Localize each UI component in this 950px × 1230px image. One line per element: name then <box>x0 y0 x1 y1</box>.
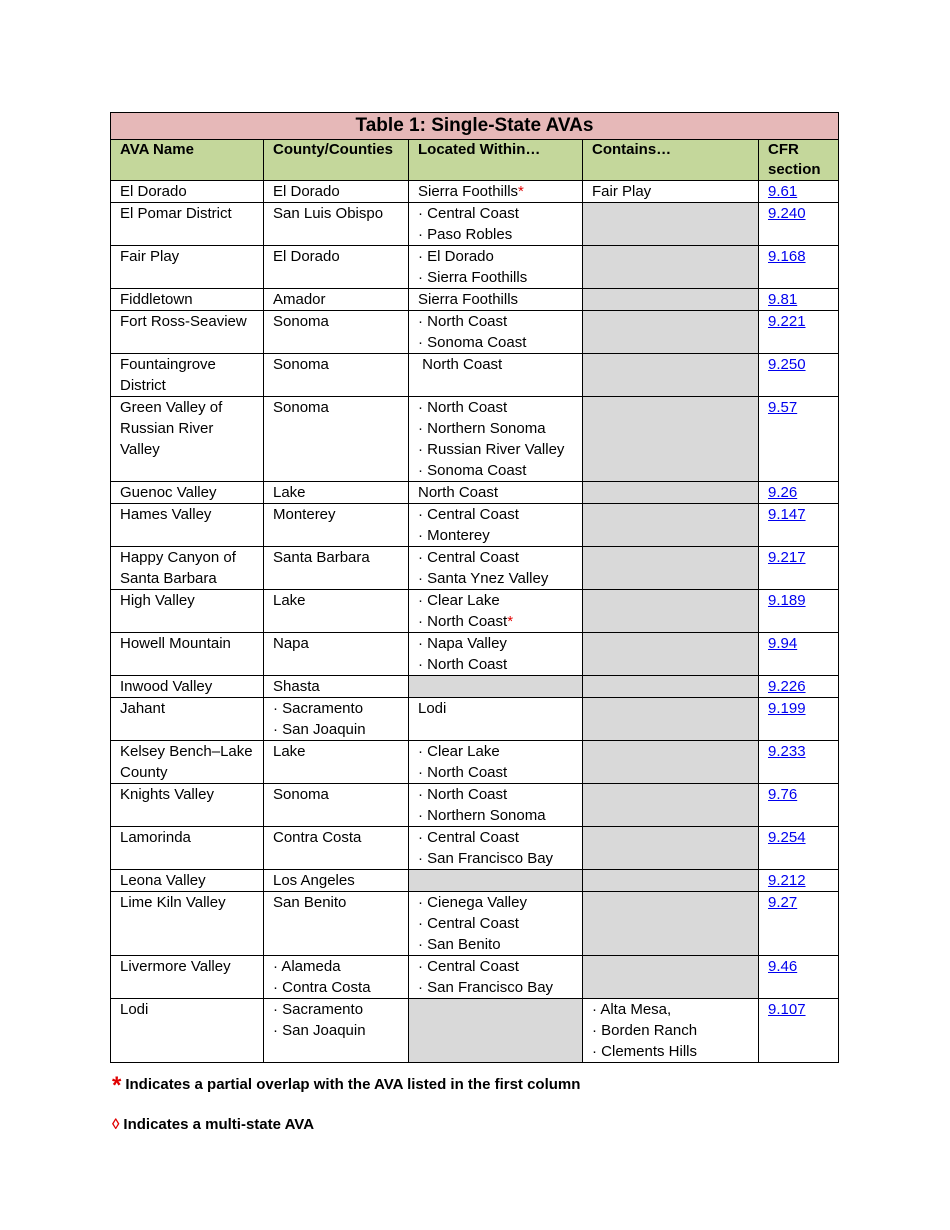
located-within-line <box>418 181 574 202</box>
located-within-text: · Napa Valley <box>418 635 507 652</box>
county-cell-line: Shasta <box>273 678 320 695</box>
county-cell-line: Napa <box>273 635 309 652</box>
county-cell <box>264 676 409 698</box>
ava-table <box>110 112 839 1063</box>
table-row <box>111 590 839 633</box>
county-cell-line: San Luis Obispo <box>273 205 384 222</box>
located-within-text: Sierra Foothills <box>418 183 519 200</box>
table-title-row <box>111 113 839 140</box>
located-within-line <box>418 267 574 288</box>
ava-name-cell-line: Russian River <box>120 420 214 437</box>
cfr-section-link[interactable]: 9.189 <box>768 592 806 609</box>
table-title: Table 1: Single-State AVAs <box>111 113 839 140</box>
cfr-section-cell <box>759 504 839 547</box>
cfr-section-cell <box>759 870 839 892</box>
cfr-section-cell <box>759 547 839 590</box>
cfr-section-cell <box>759 741 839 784</box>
located-within-text: · San Francisco Bay <box>418 850 554 867</box>
ava-name-cell-line: El Pomar District <box>120 205 232 222</box>
located-within-line <box>418 332 574 353</box>
contains-cell <box>583 827 759 870</box>
county-cell <box>264 397 409 482</box>
county-cell-line: Contra Costa <box>273 829 362 846</box>
located-within-text: · North Coast <box>418 613 508 630</box>
county-cell-line: · Sacramento <box>273 700 364 717</box>
county-cell-line: Sonoma <box>273 356 329 373</box>
table-row <box>111 870 839 892</box>
located-within-cell <box>409 956 583 999</box>
table-row <box>111 246 839 289</box>
column-header-cfr-section: CFR section <box>759 140 839 181</box>
partial-overlap-marker: * <box>507 613 514 630</box>
cfr-section-cell <box>759 892 839 956</box>
located-within-text: · Northern Sonoma <box>418 420 546 437</box>
ava-name-cell-line: Valley <box>120 441 160 458</box>
cfr-section-cell <box>759 397 839 482</box>
ava-name-cell <box>111 203 264 246</box>
located-within-line <box>418 224 574 245</box>
ava-name-cell <box>111 999 264 1063</box>
cfr-section-link[interactable]: 9.221 <box>768 313 806 330</box>
located-within-line <box>418 654 574 675</box>
located-within-cell <box>409 397 583 482</box>
cfr-section-cell <box>759 590 839 633</box>
cfr-section-link[interactable]: 9.81 <box>768 291 798 308</box>
cfr-section-cell <box>759 482 839 504</box>
located-within-line <box>418 547 574 568</box>
located-within-text: · Sierra Foothills <box>418 269 528 286</box>
located-within-line <box>418 611 574 632</box>
partial-overlap-note <box>112 1072 580 1100</box>
ava-name-cell-line: Santa Barbara <box>120 570 217 587</box>
cfr-section-link[interactable]: 9.217 <box>768 549 806 566</box>
contains-cell <box>583 892 759 956</box>
county-cell-line: San Benito <box>273 894 347 911</box>
contains-cell <box>583 956 759 999</box>
column-header-contains: Contains… <box>583 140 759 181</box>
located-within-text: · Central Coast <box>418 205 519 222</box>
county-cell <box>264 482 409 504</box>
contains-cell <box>583 590 759 633</box>
contains-cell-line: · Clements Hills <box>592 1043 698 1060</box>
ava-name-cell-line: Lime Kiln Valley <box>120 894 226 911</box>
located-within-line <box>418 504 574 525</box>
ava-name-cell-line: Fort Ross-Seaview <box>120 313 247 330</box>
county-cell <box>264 181 409 203</box>
located-within-cell <box>409 892 583 956</box>
located-within-cell <box>409 246 583 289</box>
county-cell-line: El Dorado <box>273 248 340 265</box>
table-row <box>111 504 839 547</box>
contains-cell-line: · Borden Ranch <box>592 1022 698 1039</box>
contains-cell <box>583 504 759 547</box>
county-cell-line: Lake <box>273 592 306 609</box>
county-cell-line: Monterey <box>273 506 336 523</box>
table-row <box>111 784 839 827</box>
multi-state-note <box>112 1116 314 1133</box>
county-cell-line: · San Joaquin <box>273 721 366 738</box>
county-cell <box>264 633 409 676</box>
cfr-section-link[interactable]: 9.226 <box>768 678 806 695</box>
county-cell <box>264 870 409 892</box>
cfr-section-cell <box>759 827 839 870</box>
county-cell-line: Lake <box>273 743 306 760</box>
located-within-line <box>418 311 574 332</box>
located-within-cell <box>409 741 583 784</box>
cfr-section-link[interactable]: 9.57 <box>768 399 798 416</box>
county-cell-line: Amador <box>273 291 326 308</box>
ava-name-cell <box>111 676 264 698</box>
located-within-line <box>418 633 574 654</box>
located-within-text: · Central Coast <box>418 915 519 932</box>
located-within-cell <box>409 590 583 633</box>
table-row <box>111 289 839 311</box>
ava-name-cell-line: Leona Valley <box>120 872 206 889</box>
column-header-located-within: Located Within… <box>409 140 583 181</box>
ava-name-cell-line: County <box>120 764 168 781</box>
ava-name-cell-line: Guenoc Valley <box>120 484 217 501</box>
county-cell <box>264 892 409 956</box>
county-cell <box>264 246 409 289</box>
located-within-text: · San Benito <box>418 936 501 953</box>
table-header-row <box>111 140 839 181</box>
cfr-section-link[interactable]: 9.254 <box>768 829 806 846</box>
ava-name-cell-line: Knights Valley <box>120 786 214 803</box>
located-within-line <box>418 439 574 460</box>
located-within-line <box>418 698 574 719</box>
county-cell <box>264 547 409 590</box>
located-within-line <box>418 568 574 589</box>
table-row <box>111 999 839 1063</box>
located-within-text: · Central Coast <box>418 549 519 566</box>
county-cell <box>264 311 409 354</box>
cfr-section-link[interactable]: 9.94 <box>768 635 798 652</box>
ava-name-cell <box>111 741 264 784</box>
ava-name-cell-line: Howell Mountain <box>120 635 231 652</box>
county-cell-line: · Contra Costa <box>273 979 371 996</box>
ava-name-cell-line: El Dorado <box>120 183 187 200</box>
ava-name-cell <box>111 784 264 827</box>
ava-name-cell <box>111 698 264 741</box>
located-within-cell <box>409 482 583 504</box>
ava-name-cell-line: Fair Play <box>120 248 180 265</box>
located-within-text: · Northern Sonoma <box>418 807 546 824</box>
located-within-text: · El Dorado <box>418 248 494 265</box>
located-within-text: · Central Coast <box>418 506 519 523</box>
ava-name-cell <box>111 482 264 504</box>
contains-cell <box>583 203 759 246</box>
county-cell-line: El Dorado <box>273 183 340 200</box>
cfr-section-link[interactable]: 9.26 <box>768 484 798 501</box>
contains-cell <box>583 870 759 892</box>
ava-name-cell <box>111 892 264 956</box>
located-within-text: · North Coast <box>418 764 508 781</box>
ava-name-cell-line: Inwood Valley <box>120 678 213 695</box>
cfr-section-cell <box>759 999 839 1063</box>
ava-name-cell <box>111 547 264 590</box>
cfr-section-link[interactable]: 9.250 <box>768 356 806 373</box>
located-within-cell <box>409 547 583 590</box>
located-within-line <box>418 805 574 826</box>
cfr-section-cell <box>759 698 839 741</box>
county-cell-line: Sonoma <box>273 399 329 416</box>
ava-name-cell <box>111 590 264 633</box>
ava-name-cell-line: Lodi <box>120 1001 149 1018</box>
column-header-ava-name: AVA Name <box>111 140 264 181</box>
located-within-line <box>418 482 574 503</box>
ava-name-cell <box>111 397 264 482</box>
ava-name-cell <box>111 354 264 397</box>
located-within-line <box>418 246 574 267</box>
contains-cell <box>583 698 759 741</box>
ava-name-cell <box>111 246 264 289</box>
ava-name-cell <box>111 827 264 870</box>
contains-cell-line: · Alta Mesa, <box>592 1001 672 1018</box>
located-within-text: · Santa Ynez Valley <box>418 570 549 587</box>
ava-name-cell-line: High Valley <box>120 592 195 609</box>
table-row <box>111 827 839 870</box>
cfr-section-cell <box>759 676 839 698</box>
cfr-section-cell <box>759 784 839 827</box>
located-within-cell <box>409 999 583 1063</box>
table-row <box>111 741 839 784</box>
located-within-text: · Clear Lake <box>418 592 500 609</box>
county-cell-line: Los Angeles <box>273 872 355 889</box>
located-within-text: · Central Coast <box>418 829 519 846</box>
partial-overlap-note-text: Indicates a partial overlap with the AVA listed in the first column <box>125 1076 581 1093</box>
located-within-line <box>418 289 574 310</box>
located-within-line <box>418 762 574 783</box>
located-within-cell <box>409 203 583 246</box>
located-within-text: · Cienega Valley <box>418 894 527 911</box>
located-within-cell <box>409 633 583 676</box>
located-within-cell <box>409 676 583 698</box>
located-within-text: North Coast <box>418 484 499 501</box>
contains-cell <box>583 246 759 289</box>
ava-name-cell-line: Fountaingrove <box>120 356 216 373</box>
cfr-section-link[interactable]: 9.27 <box>768 894 798 911</box>
located-within-text: · Russian River Valley <box>418 441 565 458</box>
contains-cell <box>583 676 759 698</box>
contains-cell <box>583 397 759 482</box>
ava-name-cell-line: Jahant <box>120 700 166 717</box>
county-cell-line: Sonoma <box>273 313 329 330</box>
ava-name-cell-line: Hames Valley <box>120 506 212 523</box>
cfr-section-cell <box>759 181 839 203</box>
county-cell <box>264 999 409 1063</box>
located-within-text: · Sonoma Coast <box>418 334 527 351</box>
county-cell <box>264 590 409 633</box>
cfr-section-cell <box>759 246 839 289</box>
cfr-section-link[interactable]: 9.46 <box>768 958 798 975</box>
located-within-cell <box>409 311 583 354</box>
ava-name-cell <box>111 289 264 311</box>
county-cell-line: Santa Barbara <box>273 549 370 566</box>
table-row <box>111 698 839 741</box>
ava-name-cell-line: Lamorinda <box>120 829 191 846</box>
located-within-line <box>418 827 574 848</box>
located-within-cell <box>409 289 583 311</box>
located-within-line <box>418 956 574 977</box>
county-cell <box>264 203 409 246</box>
table-row <box>111 633 839 676</box>
located-within-line <box>418 784 574 805</box>
located-within-cell <box>409 354 583 397</box>
located-within-text: · North Coast <box>418 786 508 803</box>
located-within-text: · North Coast <box>418 313 508 330</box>
ava-name-cell <box>111 181 264 203</box>
diamond-icon: ◊ <box>112 1116 120 1133</box>
contains-cell <box>583 354 759 397</box>
table-row <box>111 311 839 354</box>
table-row <box>111 181 839 203</box>
cfr-section-cell <box>759 311 839 354</box>
county-cell <box>264 956 409 999</box>
table-row <box>111 397 839 482</box>
county-cell <box>264 698 409 741</box>
table-row <box>111 676 839 698</box>
located-within-line <box>418 741 574 762</box>
county-cell-line: Lake <box>273 484 306 501</box>
cfr-section-cell <box>759 354 839 397</box>
ava-name-cell-line: Livermore Valley <box>120 958 231 975</box>
located-within-line <box>418 590 574 611</box>
cfr-section-cell <box>759 289 839 311</box>
ava-name-cell <box>111 956 264 999</box>
located-within-line <box>418 977 574 998</box>
located-within-line <box>418 892 574 913</box>
located-within-line <box>418 934 574 955</box>
located-within-line <box>418 913 574 934</box>
contains-cell <box>583 784 759 827</box>
ava-name-cell-line: Fiddletown <box>120 291 193 308</box>
located-within-line <box>418 418 574 439</box>
table-row <box>111 203 839 246</box>
column-header-county: County/Counties <box>264 140 409 181</box>
located-within-line <box>418 525 574 546</box>
located-within-cell <box>409 870 583 892</box>
asterisk-icon: * <box>112 1072 122 1099</box>
county-cell <box>264 354 409 397</box>
partial-overlap-marker: * <box>518 183 524 200</box>
county-cell-line: · Alameda <box>273 958 341 975</box>
county-cell-line: · Sacramento <box>273 1001 364 1018</box>
cfr-section-link[interactable]: 9.212 <box>768 872 806 889</box>
contains-cell-line: Fair Play <box>592 183 652 200</box>
ava-name-cell-line: Green Valley of <box>120 399 223 416</box>
table-row <box>111 956 839 999</box>
contains-cell <box>583 999 759 1063</box>
ava-name-cell <box>111 504 264 547</box>
cfr-section-link[interactable]: 9.76 <box>768 786 798 803</box>
located-within-cell <box>409 504 583 547</box>
ava-name-cell <box>111 633 264 676</box>
located-within-text: · Paso Robles <box>418 226 513 243</box>
contains-cell <box>583 633 759 676</box>
county-cell-line: · San Joaquin <box>273 1022 366 1039</box>
located-within-line <box>418 203 574 224</box>
cfr-section-cell <box>759 203 839 246</box>
county-cell-line: Sonoma <box>273 786 329 803</box>
table-row <box>111 354 839 397</box>
ava-name-cell <box>111 870 264 892</box>
table-row <box>111 482 839 504</box>
located-within-text: Lodi <box>418 700 447 717</box>
cfr-section-link[interactable]: 9.147 <box>768 506 806 523</box>
located-within-line <box>418 460 574 481</box>
contains-cell <box>583 482 759 504</box>
ava-name-cell-line: Happy Canyon of <box>120 549 236 566</box>
located-within-cell <box>409 698 583 741</box>
table-body <box>111 181 839 1063</box>
located-within-line <box>418 397 574 418</box>
located-within-text: · North Coast <box>418 656 508 673</box>
contains-cell <box>583 311 759 354</box>
located-within-text: · North Coast <box>418 399 508 416</box>
located-within-text: · Monterey <box>418 527 490 544</box>
county-cell <box>264 741 409 784</box>
cfr-section-link[interactable]: 9.233 <box>768 743 806 760</box>
located-within-line <box>418 848 574 869</box>
located-within-cell <box>409 181 583 203</box>
cfr-section-link[interactable]: 9.199 <box>768 700 806 717</box>
table-row <box>111 547 839 590</box>
ava-name-cell-line: Kelsey Bench–Lake <box>120 743 253 760</box>
located-within-text: North Coast <box>418 356 503 373</box>
contains-cell <box>583 181 759 203</box>
cfr-section-link[interactable]: 9.107 <box>768 1001 806 1018</box>
cfr-section-link[interactable]: 9.61 <box>768 183 798 200</box>
cfr-section-cell <box>759 633 839 676</box>
multi-state-note-text: Indicates a multi-state AVA <box>123 1116 315 1133</box>
located-within-text: · Clear Lake <box>418 743 500 760</box>
cfr-section-cell <box>759 956 839 999</box>
ava-name-cell <box>111 311 264 354</box>
located-within-line <box>418 354 574 375</box>
located-within-text: · Central Coast <box>418 958 519 975</box>
county-cell <box>264 784 409 827</box>
table-row <box>111 892 839 956</box>
located-within-text: · Sonoma Coast <box>418 462 527 479</box>
county-cell <box>264 289 409 311</box>
county-cell <box>264 827 409 870</box>
county-cell <box>264 504 409 547</box>
located-within-cell <box>409 827 583 870</box>
contains-cell <box>583 547 759 590</box>
cfr-section-link[interactable]: 9.168 <box>768 248 806 265</box>
located-within-text: · San Francisco Bay <box>418 979 554 996</box>
located-within-cell <box>409 784 583 827</box>
cfr-section-link[interactable]: 9.240 <box>768 205 806 222</box>
located-within-text: Sierra Foothills <box>418 291 519 308</box>
ava-name-cell-line: District <box>120 377 166 394</box>
contains-cell <box>583 289 759 311</box>
contains-cell <box>583 741 759 784</box>
